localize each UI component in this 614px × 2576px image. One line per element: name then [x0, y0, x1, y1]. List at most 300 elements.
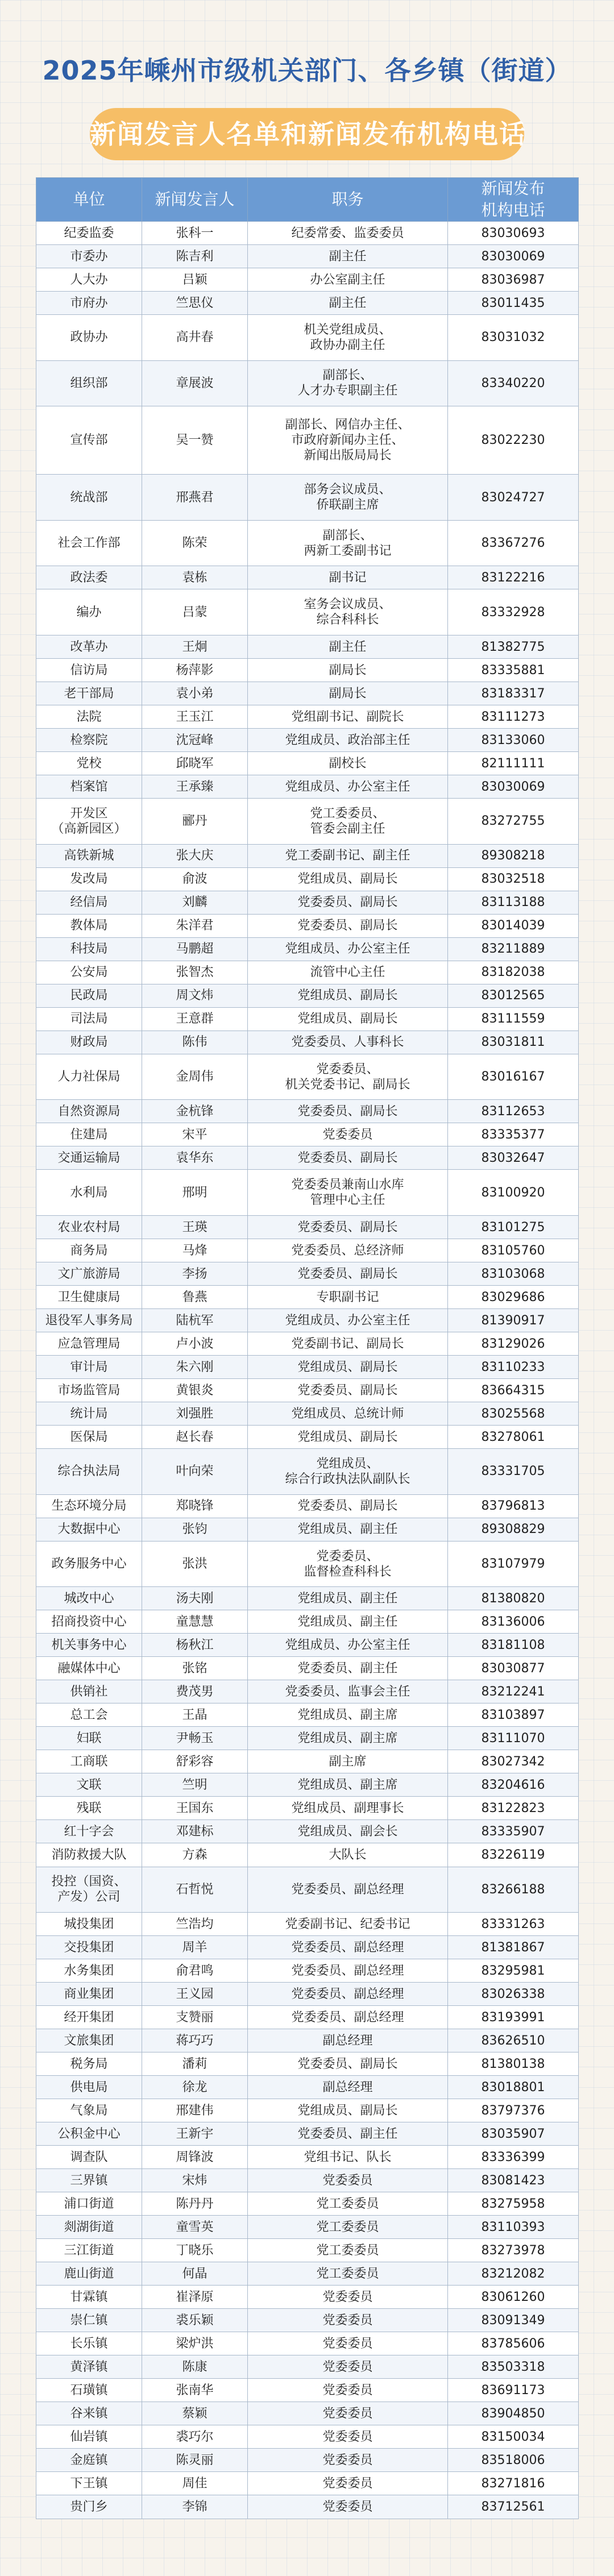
table-row [36, 1773, 579, 1797]
phone-cell: 83103068 [448, 1262, 579, 1286]
unit-cell: 市场监管局 [36, 1379, 142, 1402]
position-cell: 党组成员、副局长 [248, 1356, 448, 1379]
phone-cell: 83036987 [448, 268, 579, 292]
table-row [36, 406, 579, 475]
table-row [36, 1216, 579, 1239]
table-row [36, 475, 579, 521]
phone-cell: 83518006 [448, 2449, 579, 2472]
unit-cell: 贵门乡 [36, 2495, 142, 2519]
phone-cell: 83150034 [448, 2425, 579, 2449]
table-row [36, 1983, 579, 2006]
phone-cell: 83331263 [448, 1913, 579, 1936]
spokesperson-cell: 陈丹丹 [142, 2192, 248, 2216]
spokesperson-cell: 竺明 [142, 1773, 248, 1797]
position-cell: 副主任 [248, 635, 448, 659]
spokesperson-cell: 金周伟 [142, 1054, 248, 1100]
unit-cell: 交投集团 [36, 1936, 142, 1959]
phone-cell: 83335881 [448, 659, 579, 682]
spokesperson-cell: 张铭 [142, 1657, 248, 1680]
subtitle-banner: 新闻发言人名单和新闻发布机构电话 [90, 108, 524, 160]
phone-cell: 83018801 [448, 2076, 579, 2099]
header-spokesperson: 新闻发言人 [142, 178, 248, 222]
position-cell: 副总经理 [248, 2076, 448, 2099]
spokesperson-cell: 陆杭军 [142, 1309, 248, 1332]
spokesperson-cell: 邢建伟 [142, 2099, 248, 2122]
phone-cell: 81390917 [448, 1309, 579, 1332]
spokesperson-cell: 王炯 [142, 635, 248, 659]
phone-cell: 83081423 [448, 2169, 579, 2192]
spokesperson-cell: 周羊 [142, 1936, 248, 1959]
spokesperson-cell: 周佳 [142, 2472, 248, 2495]
position-cell: 流管中心主任 [248, 961, 448, 984]
unit-cell: 人大办 [36, 268, 142, 292]
unit-cell: 组织部 [36, 360, 142, 406]
phone-cell: 83212241 [448, 1680, 579, 1704]
spokesperson-cell: 竺浩均 [142, 1913, 248, 1936]
phone-cell: 83031032 [448, 315, 579, 361]
position-cell: 党委委员、副总经理 [248, 1983, 448, 2006]
table-row [36, 1541, 579, 1587]
spokesperson-cell: 杨萍影 [142, 659, 248, 682]
phone-cell: 83136006 [448, 1610, 579, 1634]
phone-cell: 89308829 [448, 1518, 579, 1541]
position-cell: 副总经理 [248, 2029, 448, 2053]
spokesperson-cell: 俞君鸣 [142, 1959, 248, 1983]
spokesperson-cell: 张智杰 [142, 961, 248, 984]
phone-cell: 81380820 [448, 1587, 579, 1610]
spokesperson-cell: 李扬 [142, 1262, 248, 1286]
table-row [36, 1797, 579, 1820]
unit-cell: 三界镇 [36, 2169, 142, 2192]
table-row [36, 1936, 579, 1959]
spokesperson-cell: 陈吉利 [142, 245, 248, 268]
unit-cell: 自然资源局 [36, 1100, 142, 1123]
unit-cell: 水利局 [36, 1170, 142, 1216]
phone-cell: 82111111 [448, 752, 579, 775]
spokesperson-cell: 邱晓军 [142, 752, 248, 775]
position-cell: 党组成员、副局长 [248, 2099, 448, 2122]
unit-cell: 改革办 [36, 635, 142, 659]
table-row [36, 961, 579, 984]
spokesperson-cell: 梁炉洪 [142, 2332, 248, 2355]
position-cell: 党组成员、副主任 [248, 1587, 448, 1610]
spokesperson-cell: 石哲悦 [142, 1867, 248, 1913]
unit-cell: 税务局 [36, 2053, 142, 2076]
table-row [36, 937, 579, 961]
position-cell: 党委副书记、副局长 [248, 1332, 448, 1356]
spokesperson-cell: 刘强胜 [142, 1402, 248, 1426]
phone-cell: 83904850 [448, 2402, 579, 2425]
unit-cell: 法院 [36, 705, 142, 729]
position-cell: 党委委员 [248, 2472, 448, 2495]
unit-cell: 经开集团 [36, 2006, 142, 2029]
unit-cell: 下王镇 [36, 2472, 142, 2495]
table-row [36, 2472, 579, 2495]
table-row [36, 1146, 579, 1170]
position-cell: 党委委员 [248, 2449, 448, 2472]
table-row [36, 2053, 579, 2076]
phone-cell: 83664315 [448, 1379, 579, 1402]
spokesperson-cell: 尹畅玉 [142, 1727, 248, 1750]
table-row [36, 1634, 579, 1657]
unit-cell: 生态环境分局 [36, 1494, 142, 1518]
spokesperson-cell: 张钧 [142, 1518, 248, 1541]
spokesperson-cell: 高井春 [142, 315, 248, 361]
spokesperson-cell: 支赞丽 [142, 2006, 248, 2029]
phone-cell: 83030069 [448, 775, 579, 799]
phone-cell: 83026338 [448, 1983, 579, 2006]
unit-cell: 红十字会 [36, 1820, 142, 1843]
spokesperson-cell: 叶向荣 [142, 1449, 248, 1495]
position-cell: 党组成员、 综合行政执法队副队长 [248, 1449, 448, 1495]
spokesperson-cell: 童慧慧 [142, 1610, 248, 1634]
spokesperson-cell: 费茂男 [142, 1680, 248, 1704]
unit-cell: 商务局 [36, 1239, 142, 1262]
unit-cell: 宣传部 [36, 406, 142, 475]
unit-cell: 仙岩镇 [36, 2425, 142, 2449]
phone-cell: 83113188 [448, 891, 579, 914]
position-cell: 副主席 [248, 1750, 448, 1773]
spokesperson-cell: 张大庆 [142, 844, 248, 867]
position-cell: 党组成员、副主席 [248, 1727, 448, 1750]
unit-cell: 供电局 [36, 2076, 142, 2099]
table-row [36, 2309, 579, 2332]
phone-cell: 83331705 [448, 1449, 579, 1495]
table-row [36, 1402, 579, 1426]
unit-cell: 消防救援大队 [36, 1843, 142, 1867]
unit-cell: 住建局 [36, 1123, 142, 1146]
position-cell: 党组成员、副局长 [248, 867, 448, 891]
unit-cell: 大数据中心 [36, 1518, 142, 1541]
spokesperson-table [36, 177, 579, 2519]
spokesperson-cell: 裘巧尔 [142, 2425, 248, 2449]
position-cell: 党委委员、人事科长 [248, 1031, 448, 1054]
table-row [36, 2216, 579, 2239]
phone-cell: 83031811 [448, 1031, 579, 1054]
spokesperson-cell: 马鹏超 [142, 937, 248, 961]
position-cell: 党委委员、副总经理 [248, 1959, 448, 1983]
phone-cell: 89308218 [448, 844, 579, 867]
spokesperson-cell: 丁晓乐 [142, 2239, 248, 2262]
position-cell: 党委委员、 机关党委书记、副局长 [248, 1054, 448, 1100]
header-position: 职务 [248, 178, 448, 222]
unit-cell: 统计局 [36, 1402, 142, 1426]
unit-cell: 政协办 [36, 315, 142, 361]
spokesperson-cell: 黄银炎 [142, 1379, 248, 1402]
spokesperson-cell: 王承臻 [142, 775, 248, 799]
unit-cell: 应急管理局 [36, 1332, 142, 1356]
table-row [36, 2192, 579, 2216]
table-row [36, 1610, 579, 1634]
position-cell: 党委委员、副局长 [248, 1379, 448, 1402]
unit-cell: 财政局 [36, 1031, 142, 1054]
table-row [36, 222, 579, 245]
unit-cell: 招商投资中心 [36, 1610, 142, 1634]
unit-cell: 工商联 [36, 1750, 142, 1773]
unit-cell: 综合执法局 [36, 1449, 142, 1495]
spokesperson-cell: 李锦 [142, 2495, 248, 2519]
spokesperson-cell: 王意群 [142, 1007, 248, 1031]
unit-cell: 投控（国资、 产发）公司 [36, 1867, 142, 1913]
spokesperson-cell: 王国东 [142, 1797, 248, 1820]
table-row [36, 1449, 579, 1495]
position-cell: 党委委员 [248, 2425, 448, 2449]
table-row [36, 775, 579, 799]
position-cell: 党组成员、副主任 [248, 1610, 448, 1634]
table-row [36, 1820, 579, 1843]
unit-cell: 金庭镇 [36, 2449, 142, 2472]
phone-cell: 83122823 [448, 1797, 579, 1820]
position-cell: 党委委员、副局长 [248, 1494, 448, 1518]
position-cell: 专职副书记 [248, 1286, 448, 1309]
unit-cell: 石璜镇 [36, 2379, 142, 2402]
spokesperson-cell: 吕颖 [142, 268, 248, 292]
spokesperson-cell: 徐龙 [142, 2076, 248, 2099]
table-row [36, 1379, 579, 1402]
spokesperson-cell: 汤夫刚 [142, 1587, 248, 1610]
unit-cell: 三江街道 [36, 2239, 142, 2262]
unit-cell: 开发区 （高新园区） [36, 799, 142, 845]
table-row [36, 2449, 579, 2472]
phone-cell: 83266188 [448, 1867, 579, 1913]
table-row [36, 1518, 579, 1541]
header-unit: 单位 [36, 178, 142, 222]
spokesperson-cell: 章展波 [142, 360, 248, 406]
spokesperson-cell: 蔡颖 [142, 2402, 248, 2425]
table-row [36, 2169, 579, 2192]
phone-cell: 83335907 [448, 1820, 579, 1843]
table-row [36, 682, 579, 705]
phone-cell: 83204616 [448, 1773, 579, 1797]
table-row [36, 1680, 579, 1704]
table-row [36, 1332, 579, 1356]
position-cell: 党组成员、政治部主任 [248, 729, 448, 752]
position-cell: 党委委员 [248, 2495, 448, 2519]
unit-cell: 供销社 [36, 1680, 142, 1704]
phone-cell: 83122216 [448, 566, 579, 589]
position-cell: 副书记 [248, 566, 448, 589]
spokesperson-cell: 陈伟 [142, 1031, 248, 1054]
unit-cell: 人力社保局 [36, 1054, 142, 1100]
phone-cell: 83107979 [448, 1541, 579, 1587]
table-row [36, 752, 579, 775]
spokesperson-cell: 朱六刚 [142, 1356, 248, 1379]
unit-cell: 退役军人事务局 [36, 1309, 142, 1332]
position-cell: 党工委委员 [248, 2262, 448, 2286]
table-row [36, 891, 579, 914]
phone-cell: 83014039 [448, 914, 579, 937]
spokesperson-cell: 郑晓锋 [142, 1494, 248, 1518]
spokesperson-cell: 马烽 [142, 1239, 248, 1262]
spokesperson-cell: 王晶 [142, 1704, 248, 1727]
phone-cell: 83278061 [448, 1426, 579, 1449]
phone-cell: 83025568 [448, 1402, 579, 1426]
table-row [36, 1100, 579, 1123]
position-cell: 室务会议成员、 综合科科长 [248, 589, 448, 635]
spokesperson-cell: 袁栋 [142, 566, 248, 589]
table-row [36, 2402, 579, 2425]
phone-cell: 83183317 [448, 682, 579, 705]
table-row [36, 635, 579, 659]
spokesperson-cell: 宋平 [142, 1123, 248, 1146]
table-header-row [36, 178, 579, 222]
unit-cell: 农业农村局 [36, 1216, 142, 1239]
phone-cell: 83029686 [448, 1286, 579, 1309]
unit-cell: 统战部 [36, 475, 142, 521]
unit-cell: 文联 [36, 1773, 142, 1797]
position-cell: 党委委员、总经济师 [248, 1239, 448, 1262]
position-cell: 党委委员、副主任 [248, 1657, 448, 1680]
position-cell: 副主任 [248, 292, 448, 315]
spokesperson-cell: 朱洋君 [142, 914, 248, 937]
spokesperson-cell: 王玉江 [142, 705, 248, 729]
page-title: 2025年嵊州市级机关部门、各乡镇（街道） [42, 55, 572, 86]
position-cell: 党委委员、副局长 [248, 1146, 448, 1170]
spokesperson-cell: 卢小波 [142, 1332, 248, 1356]
table-row [36, 1727, 579, 1750]
position-cell: 党委委员、副局长 [248, 1262, 448, 1286]
spokesperson-cell: 沈冠峰 [142, 729, 248, 752]
unit-cell: 审计局 [36, 1356, 142, 1379]
unit-cell: 政法委 [36, 566, 142, 589]
unit-cell: 商业集团 [36, 1983, 142, 2006]
table-row [36, 2099, 579, 2122]
table-row [36, 2332, 579, 2355]
spokesperson-cell: 何晶 [142, 2262, 248, 2286]
position-cell: 副校长 [248, 752, 448, 775]
table-row [36, 914, 579, 937]
unit-cell: 市府办 [36, 292, 142, 315]
phone-cell: 83103897 [448, 1704, 579, 1727]
phone-cell: 83712561 [448, 2495, 579, 2519]
spokesperson-cell: 宋炜 [142, 2169, 248, 2192]
unit-cell: 调查队 [36, 2146, 142, 2169]
position-cell: 党委委员、副局长 [248, 1100, 448, 1123]
position-cell: 党委委员 [248, 2355, 448, 2379]
table-row [36, 566, 579, 589]
spokesperson-cell: 陈灵丽 [142, 2449, 248, 2472]
table-row [36, 315, 579, 361]
unit-cell: 谷来镇 [36, 2402, 142, 2425]
phone-cell: 81382775 [448, 635, 579, 659]
spokesperson-cell: 金杭锋 [142, 1100, 248, 1123]
phone-cell: 83105760 [448, 1239, 579, 1262]
spokesperson-cell: 张科一 [142, 222, 248, 245]
spokesperson-cell: 邢燕君 [142, 475, 248, 521]
table-row [36, 799, 579, 845]
unit-cell: 交通运输局 [36, 1146, 142, 1170]
table-row [36, 1356, 579, 1379]
table-row [36, 1031, 579, 1054]
table-row [36, 1959, 579, 1983]
phone-cell: 83111070 [448, 1727, 579, 1750]
position-cell: 党委委员 [248, 2309, 448, 2332]
position-cell: 党组成员、副会长 [248, 1820, 448, 1843]
position-cell: 党组成员、总统计师 [248, 1402, 448, 1426]
unit-cell: 医保局 [36, 1426, 142, 1449]
phone-cell: 81380138 [448, 2053, 579, 2076]
position-cell: 党组成员、办公室主任 [248, 1309, 448, 1332]
position-cell: 副部长、 人才办专职副主任 [248, 360, 448, 406]
position-cell: 党组成员、副主任 [248, 1518, 448, 1541]
unit-cell: 水务集团 [36, 1959, 142, 1983]
table-row [36, 1750, 579, 1773]
spokesperson-cell: 竺思仪 [142, 292, 248, 315]
phone-cell: 83111559 [448, 1007, 579, 1031]
phone-cell: 83332928 [448, 589, 579, 635]
phone-cell: 83012565 [448, 984, 579, 1007]
phone-cell: 83112653 [448, 1100, 579, 1123]
phone-cell: 83101275 [448, 1216, 579, 1239]
position-cell: 党委委员 [248, 2332, 448, 2355]
phone-cell: 81381867 [448, 1936, 579, 1959]
spokesperson-cell: 俞波 [142, 867, 248, 891]
table-row [36, 2122, 579, 2146]
table-row [36, 245, 579, 268]
phone-cell: 83100920 [448, 1170, 579, 1216]
table-row [36, 360, 579, 406]
phone-cell: 83295981 [448, 1959, 579, 1983]
phone-cell: 83193991 [448, 2006, 579, 2029]
spokesperson-cell: 吴一赞 [142, 406, 248, 475]
phone-cell: 83273978 [448, 2239, 579, 2262]
unit-cell: 崇仁镇 [36, 2309, 142, 2332]
position-cell: 部务会议成员、 侨联副主席 [248, 475, 448, 521]
phone-cell: 83797376 [448, 2099, 579, 2122]
position-cell: 党工委委员 [248, 2192, 448, 2216]
phone-cell: 83796813 [448, 1494, 579, 1518]
position-cell: 党组成员、副局长 [248, 984, 448, 1007]
position-cell: 党委委员兼南山水库 管理中心主任 [248, 1170, 448, 1216]
position-cell: 党组成员、副主席 [248, 1704, 448, 1727]
table-row [36, 705, 579, 729]
position-cell: 党委委员、副主任 [248, 2122, 448, 2146]
unit-cell: 卫生健康局 [36, 1286, 142, 1309]
spokesperson-cell: 郦丹 [142, 799, 248, 845]
phone-cell: 83032518 [448, 867, 579, 891]
spokesperson-cell: 方森 [142, 1843, 248, 1867]
unit-cell: 纪委监委 [36, 222, 142, 245]
position-cell: 办公室副主任 [248, 268, 448, 292]
table-row [36, 1913, 579, 1936]
position-cell: 纪委常委、监委委员 [248, 222, 448, 245]
position-cell: 党工委委员 [248, 2239, 448, 2262]
phone-cell: 83035907 [448, 2122, 579, 2146]
table-row [36, 2286, 579, 2309]
position-cell: 党组成员、副主席 [248, 1773, 448, 1797]
phone-cell: 83129026 [448, 1332, 579, 1356]
spokesperson-cell: 邓建标 [142, 1820, 248, 1843]
unit-cell: 老干部局 [36, 682, 142, 705]
unit-cell: 检察院 [36, 729, 142, 752]
table-row [36, 520, 579, 566]
unit-cell: 长乐镇 [36, 2332, 142, 2355]
table-row [36, 2146, 579, 2169]
spokesperson-cell: 袁小弟 [142, 682, 248, 705]
unit-cell: 妇联 [36, 1727, 142, 1750]
table-row [36, 2262, 579, 2286]
position-cell: 党委委员 [248, 1123, 448, 1146]
phone-cell: 83336399 [448, 2146, 579, 2169]
table-row [36, 867, 579, 891]
phone-cell: 83181108 [448, 1634, 579, 1657]
unit-cell: 黄泽镇 [36, 2355, 142, 2379]
phone-cell: 83091349 [448, 2309, 579, 2332]
phone-cell: 83133060 [448, 729, 579, 752]
unit-cell: 科技局 [36, 937, 142, 961]
unit-cell: 公积金中心 [36, 2122, 142, 2146]
position-cell: 大队长 [248, 1843, 448, 1867]
